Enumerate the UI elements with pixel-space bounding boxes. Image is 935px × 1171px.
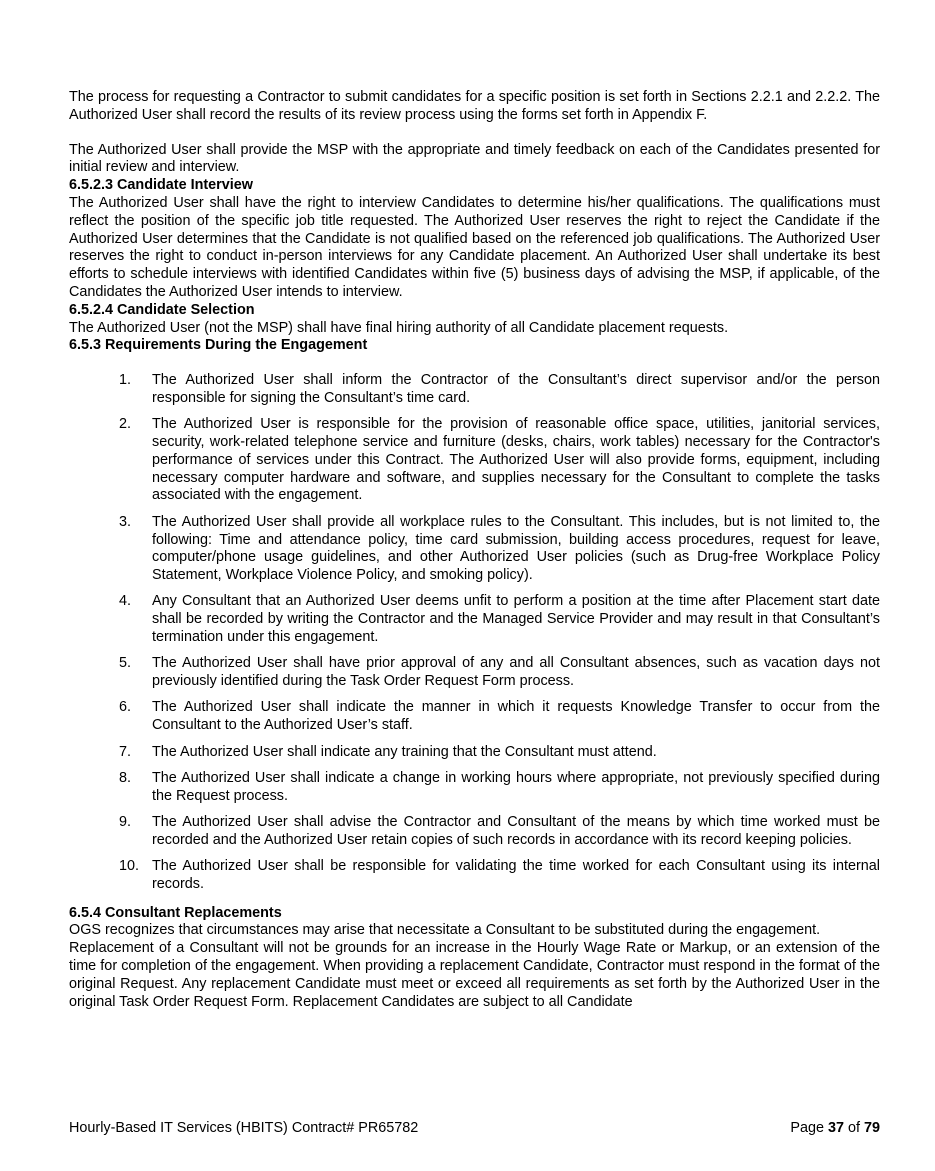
list-item-number: 7. (119, 743, 132, 760)
list-item-text: The Authorized User shall indicate the manner in which it requests Knowledge Transfer to occur from the Consultant to the Authorized User’s staff. (152, 699, 880, 734)
list-item (69, 593, 880, 646)
list-item (69, 514, 880, 585)
list-item-number: 1. (119, 372, 132, 389)
intro-paragraph-2: The Authorized User shall provide the MSP with the appropriate and timely feedback on each of the Candidates presented for initial review and interview. (69, 141, 880, 176)
page-content (69, 89, 880, 1011)
list-item-text: The Authorized User shall indicate a change in working hours where appropriate, not previously specified during the Request process. (152, 769, 880, 804)
list-item-number: 3. (119, 513, 132, 530)
list-item (69, 699, 880, 735)
list-item-number: 10. (119, 857, 140, 874)
section-6-5-4-first-line: OGS recognizes that circumstances may arise that necessitate a Consultant to be substituted during the engagement. (69, 922, 821, 939)
list-item-text: Any Consultant that an Authorized User deems unfit to perform a position at the time after Placement start date shall be recorded by writing the Contractor and the Managed Service Provider and may result in that Consultant’s termination under this engagement. (152, 593, 880, 646)
section-6-5-2-4-body: The Authorized User (not the MSP) shall have final hiring authority of all Candidate placement requests. (69, 319, 729, 336)
page-of: of (847, 1120, 860, 1136)
page-number (790, 1120, 880, 1136)
section-6-5-4-heading: 6.5.4 Consultant Replacements (69, 904, 282, 921)
list-item-number: 8. (119, 769, 132, 786)
page-current: 37 (827, 1120, 844, 1136)
list-item (69, 814, 880, 850)
section-6-5-2-3-heading: 6.5.2.3 Candidate Interview (69, 177, 253, 194)
list-item-text: The Authorized User shall advise the Contractor and Consultant of the means by which time worked must be recorded and the Authorized User retain copies of such records in accordance with its record keeping policies. (152, 813, 880, 848)
list-item (69, 655, 880, 691)
requirements-list (69, 372, 880, 893)
list-item-number: 2. (119, 416, 132, 433)
contract-label: Hourly-Based IT Services (HBITS) Contract# PR65782 (69, 1120, 419, 1136)
list-item (69, 858, 880, 894)
list-item-number: 6. (119, 699, 132, 716)
list-item (69, 372, 880, 408)
intro-paragraph-1: The process for requesting a Contractor to submit candidates for a specific position is set forth in Sections 2.2.1 and 2.2.2. The Authorized User shall record the results of its review process using the forms set forth in Appendix F. (69, 89, 880, 123)
list-item-number: 4. (119, 593, 132, 610)
list-item-text: The Authorized User shall inform the Contractor of the Consultant’s direct supervisor and/or the person responsible for signing the Consultant’s time card. (152, 372, 880, 406)
list-item-text: The Authorized User shall indicate any training that the Consultant must attend. (152, 743, 657, 760)
section-6-5-4-body: Replacement of a Consultant will not be grounds for an increase in the Hourly Wage Rate or Markup, or an extension of the time for completion of the engagement. When providing a replacement Candidate, Contractor must respond in the format of the original Request. Any replacement Candidate must meet or exceed all requirements as set forth by the Authorized User in the original Task Order Request Form. Replacement Candidates are subject to all Candidate (69, 940, 880, 1010)
list-item (69, 770, 880, 806)
list-item (69, 744, 880, 762)
list-item-text: The Authorized User is responsible for the provision of reasonable office space, utilities, janitorial services, security, work-related telephone service and furniture (desks, chairs, work tables) necessary for the Contractor's performance of services under this Contract. The Authorized User will also provide forms, equipment, including necessary computer hardware and software, and supplies necessary for the Consultant to complete the tasks associated with the engagement. (152, 416, 880, 504)
page-label: Page (790, 1120, 824, 1136)
list-item-text: The Authorized User shall have prior approval of any and all Consultant absences, such as vacation days not previously identified during the Task Order Request Form process. (152, 655, 880, 690)
list-item-number: 9. (119, 813, 132, 830)
list-item (69, 416, 880, 505)
list-item-text: The Authorized User shall be responsible for validating the time worked for each Consultant using its internal records. (152, 857, 880, 892)
page-total: 79 (863, 1120, 880, 1136)
section-6-5-2-4-heading: 6.5.2.4 Candidate Selection (69, 301, 255, 318)
list-item-text: The Authorized User shall provide all workplace rules to the Consultant. This includes, but is not limited to, the following: Time and attendance policy, time card submission, building access procedures, request for leave, computer/phone usage guidelines, and other Authorized User policies (such as Drug-free Workplace Policy Statement, Workplace Violence Policy, and smoking policy). (152, 513, 880, 584)
section-6-5-2-3-body: The Authorized User shall have the right to interview Candidates to determine his/her qualifications. The qualifications must reflect the position of the specific job title requested. The Authorized User reserves the right to reject the Candidate if the Authorized User determines that the Candidate is not qualified based on the referenced job qualifications. The Authorized User reserves the right to conduct in-person interviews for any Candidate placement. An Authorized User shall undertake its best efforts to schedule interviews with identified Candidates within five (5) business days of advising the MSP, if applicable, of the Candidates the Authorized User intends to interview. (69, 194, 880, 300)
list-item-number: 5. (119, 655, 132, 672)
section-6-5-3-heading: 6.5.3 Requirements During the Engagement (69, 337, 368, 354)
